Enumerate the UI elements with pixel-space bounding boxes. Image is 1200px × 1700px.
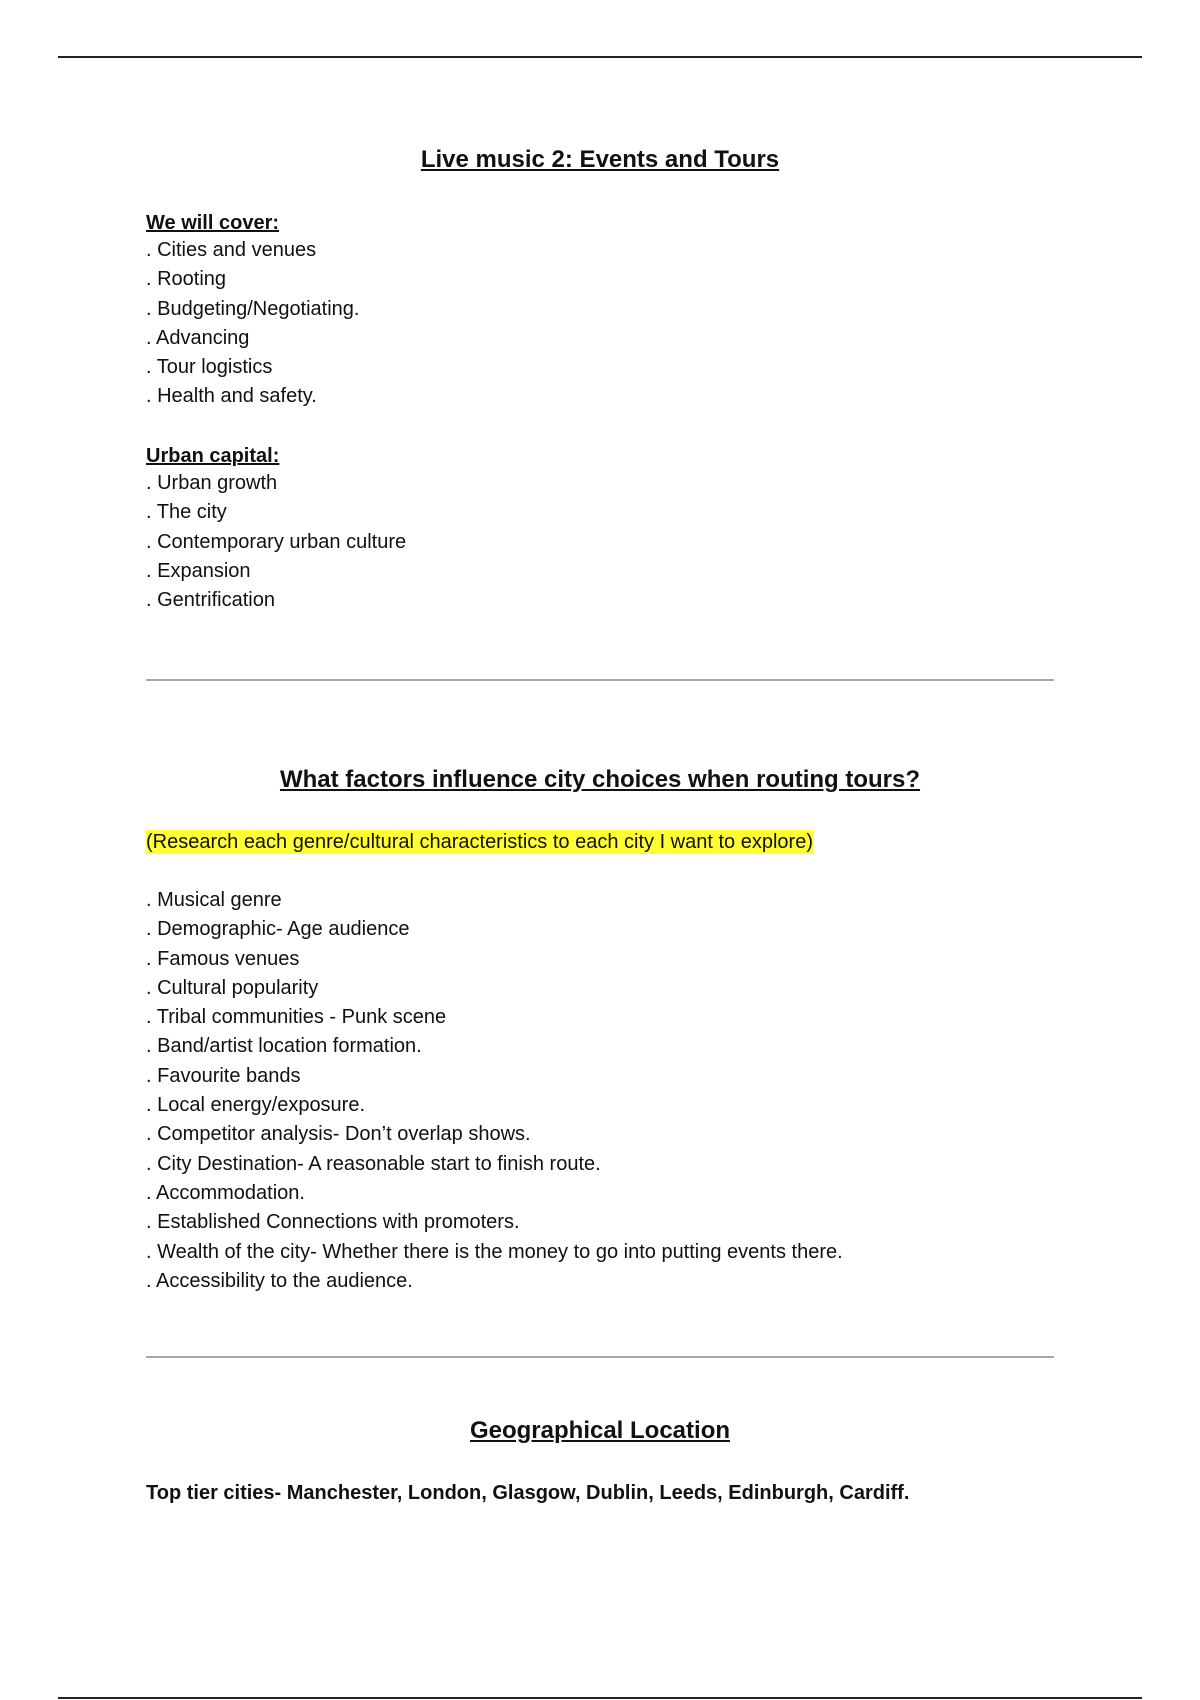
list-item: . The city (146, 501, 227, 524)
list-item: . Rooting (146, 268, 227, 291)
list-item: . Contemporary urban culture (146, 530, 407, 553)
list-item: . Wealth of the city- Whether there is the money to go into putting events there. (146, 1240, 843, 1263)
top-tier-cities: Top tier cities- Manchester, London, Glasgow, Dublin, Leeds, Edinburgh, Cardiff. (146, 1482, 910, 1504)
page-bottom-rule (58, 1697, 1142, 1699)
list-item: . City Destination- A reasonable start to finish route. (146, 1152, 601, 1175)
highlighted-text: (Research each genre/cultural characteristics to each city I want to explore) (146, 831, 813, 853)
cover-list (146, 236, 360, 412)
list-item: . Gentrification (146, 589, 275, 612)
section-divider (146, 1356, 1054, 1358)
factors-list (146, 886, 843, 1296)
urban-heading: Urban capital: (146, 445, 280, 467)
list-item: . Accessibility to the audience. (146, 1269, 413, 1292)
section-divider (146, 679, 1054, 681)
list-item: . Accommodation. (146, 1181, 305, 1204)
document-title: Live music 2: Events and Tours (420, 146, 780, 173)
list-item: . Expansion (146, 559, 251, 582)
list-item: . Competitor analysis- Don’t overlap shows. (146, 1123, 531, 1146)
list-item: . Demographic- Age audience (146, 918, 410, 941)
urban-list (146, 469, 406, 615)
cover-heading: We will cover: (146, 212, 280, 234)
factors-title: What factors influence city choices when routing tours? (279, 766, 921, 793)
list-item: . Favourite bands (146, 1064, 301, 1087)
list-item: . Tour logistics (146, 356, 273, 379)
list-item: . Budgeting/Negotiating. (146, 297, 360, 320)
list-item: . Musical genre (146, 889, 282, 911)
list-item: . Health and safety. (146, 385, 317, 408)
page-top-rule (58, 56, 1142, 58)
list-item: . Established Connections with promoters. (146, 1211, 520, 1234)
list-item: . Tribal communities - Punk scene (146, 1006, 447, 1029)
list-item: . Band/artist location formation. (146, 1035, 422, 1058)
geo-title: Geographical Location (469, 1417, 731, 1444)
list-item: . Urban growth (146, 472, 278, 494)
research-note (146, 828, 813, 856)
list-item: . Advancing (146, 326, 250, 349)
list-item: . Cultural popularity (146, 976, 319, 999)
list-item: . Local energy/exposure. (146, 1094, 366, 1117)
list-item: . Cities and venues (146, 239, 317, 261)
list-item: . Famous venues (146, 947, 300, 970)
